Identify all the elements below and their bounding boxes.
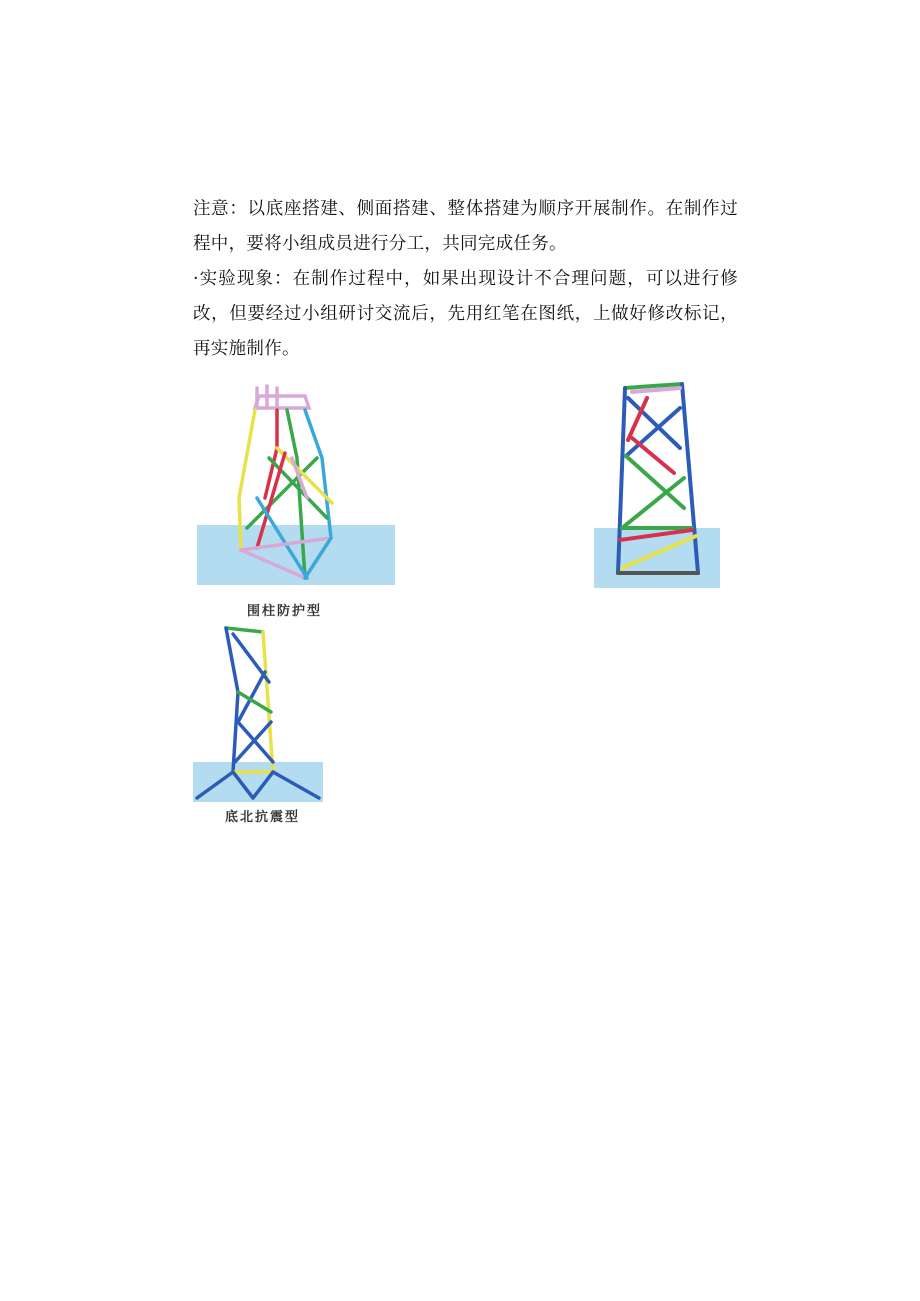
tower-model-figure-1	[197, 378, 397, 588]
note-paragraph: 注意：以底座搭建、侧面搭建、整体搭建为顺序开展制作。在制作过程中，要将小组成员进行分工，共同完成任务。	[193, 199, 738, 254]
phenomenon-paragraph: ·实验现象：在制作过程中，如果出现设计不合理问题，可以进行修改，但要经过小组研讨交流后，先用红笔在图纸，上做好修改标记，再实施制作。	[193, 269, 738, 359]
water-base	[193, 762, 323, 802]
figure-1-caption: 围柱防护型	[247, 604, 323, 619]
tower-model-figure-2	[592, 378, 724, 592]
water-base	[197, 525, 395, 585]
water-base	[594, 528, 720, 588]
figure-3-caption: 底北抗震型	[225, 810, 301, 825]
tower-model-figure-3	[193, 622, 325, 804]
